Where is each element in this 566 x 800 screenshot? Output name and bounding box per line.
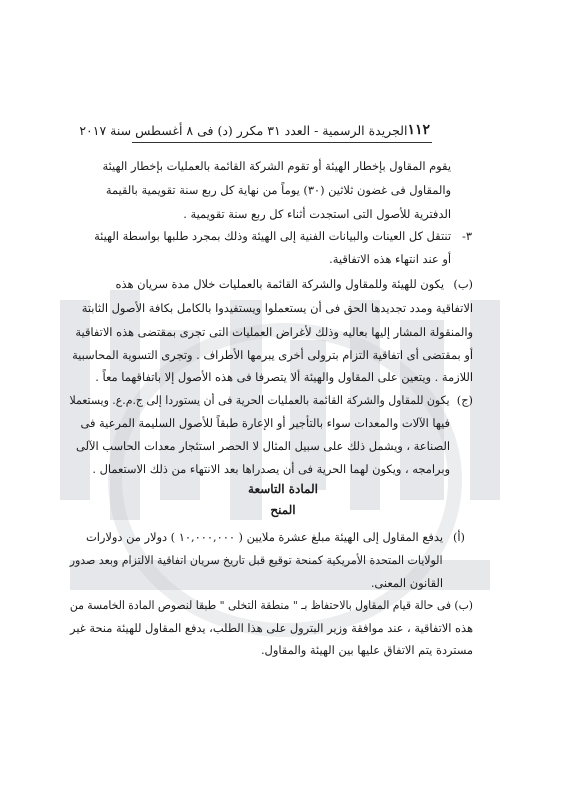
text-line: يقوم المقاول بإخطار الهيئة أو تقوم الشركة القائمة بالعمليات بإخطار الهيئة [102, 159, 451, 173]
text-line: أو بمقتضى أى اتفاقية التزام بترولى أخرى يبرمها الأطراف . وتجرى التسوية المحاسبية [72, 348, 473, 362]
text-line: الدفترية للأصول التى استجدت أثناء كل ربع سنة تقويمية . [183, 207, 451, 221]
page-header [79, 120, 430, 140]
text-line: أو عند انتهاء هذه الاتفاقية. [329, 252, 451, 266]
article-subtitle: المنح [270, 503, 296, 517]
item-label: ٣- [462, 229, 472, 243]
text-line: تنتقل كل العينات والبيانات الفنية إلى الهيئة وذلك بمجرد طلبها بواسطة الهيئة [94, 229, 451, 243]
item-label: (ج) [456, 393, 473, 407]
text-line: اللازمة . ويتعين على المقاول والهيئة ألا يتصرفا فى هذه الأصول إلا باتفاقهما معاً . [95, 370, 473, 384]
page-number: ١١٢ [407, 122, 430, 138]
text-line: يكون للمقاول والشركة القائمة بالعمليات الحرية فى أن يستوردا إلى ج.م.ع. ويستعملا [69, 393, 450, 407]
text-line: الاتفاقية ومدد تجديدها الحق فى أن يستعملوا ويستفيدوا بالكامل بكافة الأصول الثابتة [81, 301, 473, 315]
article-title: المادة التاسعة [248, 482, 318, 496]
header-divider [132, 142, 432, 143]
text-line: يكون للهيئة وللمقاول والشركة القائمة بالعمليات خلال مدة سريان هذه [115, 277, 444, 291]
text-line: (ب) فى حالة قيام المقاول بالاحتفاظ بـ " منطقة التخلى " طبقا لنصوص المادة الخامسة من [70, 598, 473, 612]
text-line: والمقاول فى غضون ثلاثين (٣٠) يوماً من نهاية كل ربع سنة تقويمية بالقيمة [105, 183, 451, 197]
item-label: (ب) [453, 277, 473, 291]
text-line: يدفع المقاول إلى الهيئة مبلغ عشرة ملايين ( ١٠,٠٠٠,٠٠٠ ) دولار من دولارات [86, 530, 443, 544]
text-line: مستردة يتم الاتفاق عليها بين الهيئة والمقاول. [260, 643, 473, 657]
text-line: وبرامجه ، ويكون لهما الحرية فى أن يصدراها بعد الانتهاء من ذلك الاستعمال . [92, 462, 450, 476]
text-line: القانون المعنى. [370, 576, 443, 590]
text-line: والمنقولة المشار إليها بعاليه وذلك لأغراض العمليات التى تجرى بمقتضى هذه الاتفاقية [75, 325, 473, 339]
item-label: (أ) [452, 530, 465, 544]
text-line: فيها الآلات والمعدات سواء بالتأجير أو الإعارة طبقاً للأصول السليمة المرعية فى [80, 416, 450, 430]
text-line: الولايات المتحدة الأمريكية كمنحة توقيع قبل تاريخ سريان اتفاقية الالتزام وبعد صدور [70, 553, 443, 567]
text-line: هذه الاتفاقية ، عند موافقة وزير البترول على هذا الطلب، يدفع المقاول للهيئة منحة غير [70, 621, 473, 635]
text-line: الصناعة ، ويشمل ذلك على سبيل المثال لا الحصر استئجار معدات الحاسب الآلى [76, 439, 450, 453]
gazette-title: الجريدة الرسمية - العدد ٣١ مكرر (د) فى ٨ أغسطس سنة ٢٠١٧ [79, 122, 408, 138]
